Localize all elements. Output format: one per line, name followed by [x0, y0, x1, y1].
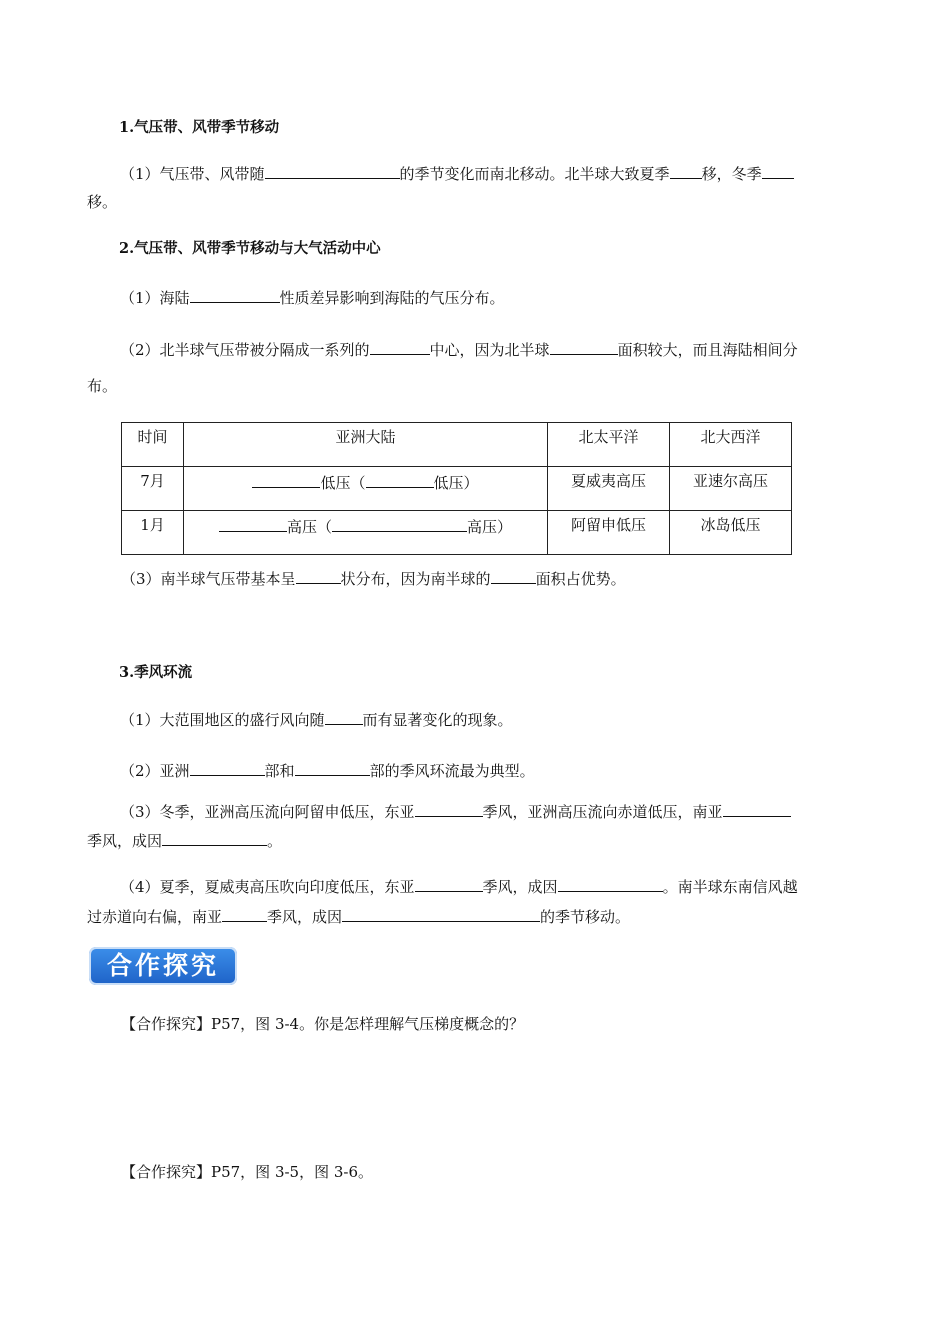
- text: 季风，成因: [267, 908, 343, 926]
- text: 季风，成因: [482, 878, 558, 896]
- fill-blank[interactable]: [190, 758, 265, 776]
- section-2-paragraph-2: [120, 337, 798, 361]
- table-header-cell: 北太平洋: [578, 428, 639, 446]
- text: 中心，因为北半球: [429, 341, 550, 359]
- section-3-paragraph-2: [120, 758, 535, 782]
- fill-blank[interactable]: [491, 566, 536, 584]
- table-cell-time: 7月: [140, 472, 165, 490]
- table-row: [122, 511, 792, 555]
- text: 而有显著变化的现象。: [362, 711, 513, 729]
- fill-blank[interactable]: [342, 904, 540, 922]
- section-3-heading: 3.季风环流: [119, 664, 193, 681]
- fill-blank[interactable]: [296, 566, 341, 584]
- section-1-paragraph-1-continued: 移。: [87, 193, 118, 211]
- section-3-paragraph-3-continued: [87, 828, 282, 852]
- text: 移，冬季: [701, 165, 762, 183]
- text: （2）亚洲: [120, 762, 190, 780]
- inquiry-question-2: 【合作探究】P57，图 3-5，图 3-6。: [121, 1163, 374, 1181]
- fill-blank[interactable]: [415, 874, 483, 892]
- section-3-paragraph-4-continued: [87, 904, 630, 928]
- section-2-paragraph-3: [121, 566, 626, 590]
- text: 高压（: [286, 518, 332, 536]
- text: 过赤道向右偏，南亚: [87, 908, 223, 926]
- text: （3）冬季，亚洲高压流向阿留申低压，东亚: [120, 803, 415, 821]
- section-1-heading: 1.气压带、风带季节移动: [119, 119, 280, 136]
- text: 面积占优势。: [535, 570, 626, 588]
- fill-blank[interactable]: [370, 337, 430, 355]
- fill-blank[interactable]: [252, 470, 320, 488]
- fill-blank[interactable]: [415, 799, 483, 817]
- table-header-row: [122, 423, 792, 467]
- text: 面积较大，而且海陆相间分: [617, 341, 798, 359]
- section-2-paragraph-1: [120, 285, 505, 309]
- section-1-paragraph-1: [120, 161, 794, 185]
- text: 状分布，因为南半球的: [340, 570, 491, 588]
- cooperative-inquiry-badge: 合作探究: [89, 947, 237, 985]
- table-cell-atlantic: 冰岛低压: [700, 516, 761, 534]
- text: 部的季风环流最为典型。: [369, 762, 535, 780]
- pressure-centers-table: [121, 422, 792, 555]
- section-3-paragraph-1: [120, 707, 513, 731]
- section-2-heading: 2.气压带、风带季节移动与大气活动中心: [119, 240, 381, 257]
- text: 季风，亚洲高压流向赤道低压，南亚: [482, 803, 723, 821]
- fill-blank[interactable]: [190, 285, 280, 303]
- text: 性质差异影响到海陆的气压分布。: [279, 289, 505, 307]
- text: （2）北半球气压带被分隔成一系列的: [120, 341, 370, 359]
- text: 部和: [264, 762, 295, 780]
- text: （1）海陆: [120, 289, 190, 307]
- fill-blank[interactable]: [219, 514, 287, 532]
- text: 季风，成因: [87, 832, 163, 850]
- fill-blank[interactable]: [670, 161, 702, 179]
- text: （3）南半球气压带基本呈: [121, 570, 296, 588]
- table-row: [122, 467, 792, 511]
- fill-blank[interactable]: [295, 758, 370, 776]
- table-header-cell: 时间: [137, 428, 168, 446]
- text: 。: [267, 832, 283, 850]
- section-3-paragraph-3: [120, 799, 791, 823]
- section-3-paragraph-4: [120, 874, 798, 898]
- table-cell-asia: [184, 467, 547, 510]
- table-header-cell: 亚洲大陆: [335, 428, 396, 446]
- text: （1）大范围地区的盛行风向随: [120, 711, 325, 729]
- inquiry-question-1: 【合作探究】P57，图 3-4。你是怎样理解气压梯度概念的？: [121, 1015, 525, 1033]
- table-cell-atlantic: 亚速尔高压: [692, 472, 768, 490]
- fill-blank[interactable]: [558, 874, 663, 892]
- table-cell-pacific: 夏威夷高压: [570, 472, 646, 490]
- table-cell-pacific: 阿留申低压: [570, 516, 646, 534]
- fill-blank[interactable]: [550, 337, 618, 355]
- fill-blank[interactable]: [265, 161, 400, 179]
- text: （1）气压带、风带随: [120, 165, 265, 183]
- text: 低压）: [433, 474, 479, 492]
- fill-blank[interactable]: [325, 707, 363, 725]
- fill-blank[interactable]: [366, 470, 434, 488]
- text: 高压）: [467, 518, 513, 536]
- text: （4）夏季，夏威夷高压吹向印度低压，东亚: [120, 878, 415, 896]
- table-header-cell: 北大西洋: [700, 428, 761, 446]
- fill-blank[interactable]: [162, 828, 267, 846]
- fill-blank[interactable]: [222, 904, 267, 922]
- text: 的季节移动。: [540, 908, 631, 926]
- fill-blank[interactable]: [723, 799, 791, 817]
- table-cell-asia: [184, 511, 547, 554]
- fill-blank[interactable]: [762, 161, 794, 179]
- fill-blank[interactable]: [332, 514, 467, 532]
- section-2-paragraph-2-continued: 布。: [87, 377, 118, 395]
- text: 低压（: [320, 474, 366, 492]
- text: 的季节变化而南北移动。北半球大致夏季: [399, 165, 670, 183]
- table-cell-time: 1月: [140, 516, 165, 534]
- text: 。南半球东南信风越: [662, 878, 798, 896]
